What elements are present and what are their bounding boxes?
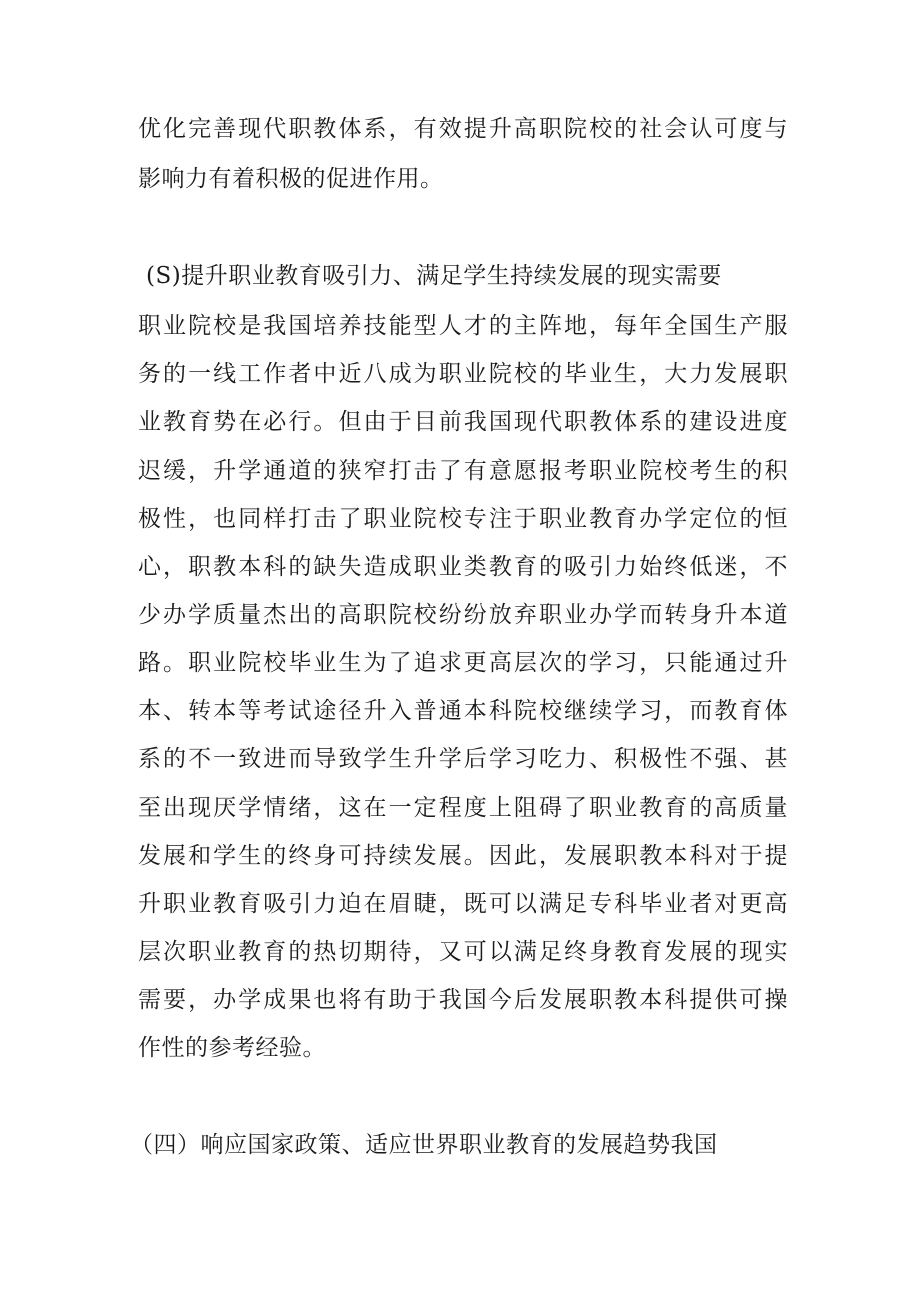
paragraph-line: 极性，也同样打击了职业院校专注于职业教育办学定位的恒 <box>138 506 788 532</box>
paragraph-line: 作性的参考经验。 <box>138 1035 326 1061</box>
paragraph-line: 发展和学生的终身可持续发展。因此，发展职教本科对于提 <box>138 843 788 869</box>
paragraph-line: 少办学质量杰出的高职院校纷纷放弃职业办学而转身升本道 <box>138 602 788 628</box>
paragraph-line: 影响力有着积极的促进作用。 <box>138 166 444 192</box>
paragraph-line: 优化完善现代职教体系，有效提升高职院校的社会认可度与 <box>138 116 788 142</box>
paragraph-line: 系的不一致进而导致学生升学后学习吃力、积极性不强、甚 <box>138 746 788 772</box>
paragraph-line: 职业院校是我国培养技能型人才的主阵地，每年全国生产服 <box>138 313 788 339</box>
paragraph-line: 至出现厌学情绪，这在一定程度上阻碍了职业教育的高质量 <box>138 795 788 821</box>
paragraph-line: 业教育势在必行。但由于目前我国现代职教体系的建设进度 <box>138 409 788 435</box>
paragraph-line: 务的一线工作者中近八成为职业院校的毕业生，大力发展职 <box>138 361 788 387</box>
paragraph-line: 升职业教育吸引力迫在眉睫，既可以满足专科毕业者对更高 <box>138 891 788 917</box>
paragraph-line: 需要，办学成果也将有助于我国今后发展职教本科提供可操 <box>138 987 788 1013</box>
paragraph-line: 层次职业教育的热切期待，又可以满足终身教育发展的现实 <box>138 939 788 965</box>
paragraph-line: 路。职业院校毕业生为了追求更高层次的学习，只能通过升 <box>138 650 788 676</box>
paragraph-line: 心，职教本科的缺失造成职业类教育的吸引力始终低迷，不 <box>138 554 788 580</box>
paragraph-line: 本、转本等考试途径升入普通本科院校继续学习，而教育体 <box>138 698 788 724</box>
section-heading: (S)提升职业教育吸引力、满足学生持续发展的现实需要 <box>146 263 722 289</box>
section-heading: （四）响应国家政策、适应世界职业教育的发展趋势我国 <box>130 1132 718 1158</box>
paragraph-line: 迟缓，升学通道的狭窄打击了有意愿报考职业院校考生的积 <box>138 458 788 484</box>
